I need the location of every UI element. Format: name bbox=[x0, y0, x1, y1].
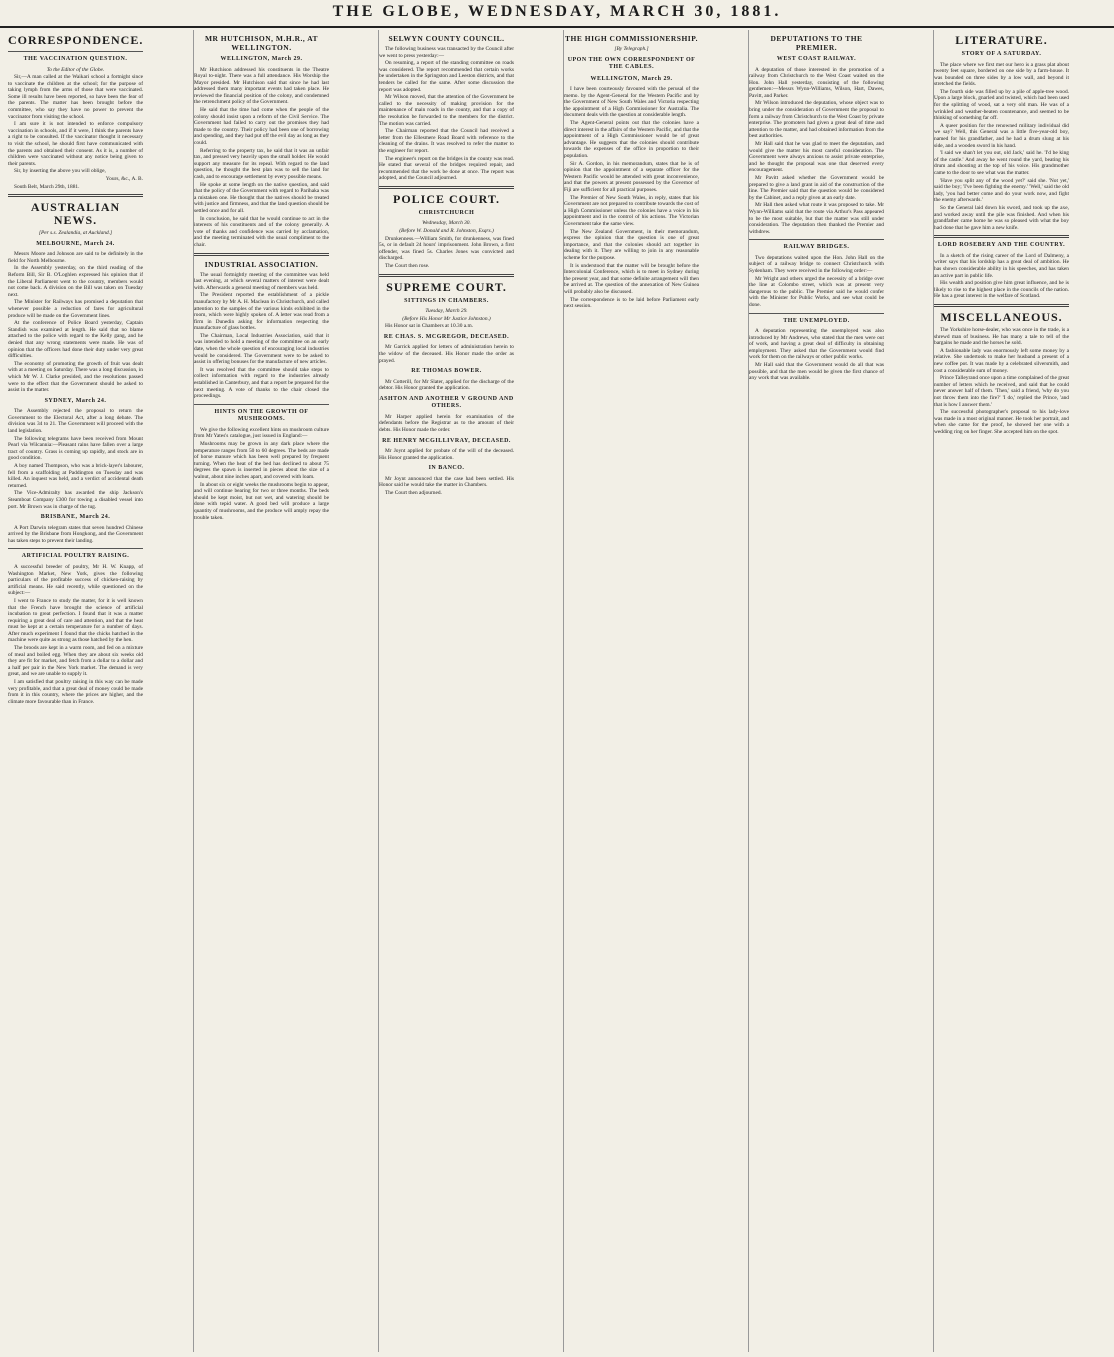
article-paragraph: His Honor sat in Chambers at 10.30 a.m. bbox=[385, 323, 474, 330]
article-paragraph: A deputation representing the unemployed was also introduced by Mr Andrews, who stated that the men were out of work, and having a great deal of difficulty in obtaining employment. They asked that the Government would find work for them on the railways or other public works. bbox=[749, 328, 884, 361]
column-divider-rule bbox=[934, 235, 1069, 238]
article-paragraph: Drunkenness.—William Smith, for drunkenness, was fined 5s, or in default 24 hours' imprisonment. John Brown, a first offender, was fined 5s. Charles Jones was convicted and discharged. bbox=[379, 235, 514, 262]
article-heading: THE HIGH COMMISSIONERSHIP. bbox=[565, 34, 698, 43]
article-heading: CHRISTCHURCH bbox=[418, 209, 475, 216]
article-paragraph: Messrs Moore and Johnson are said to be definitely in the field for North Melbourne. bbox=[8, 251, 143, 264]
column-divider-rule bbox=[749, 239, 884, 240]
article-heading: WEST COAST RAILWAY. bbox=[776, 56, 857, 62]
letter-signature: Yours, &c., A. B. bbox=[105, 176, 143, 182]
article-paragraph: Prince Talleyrand once upon a time complained of the great number of letters which he received, and said that he could never answer half of them. 'Then,' said a friend, 'why do you not throw them into the fire?' 'I do,' replied the Prince, 'and that is how I answer them.' bbox=[934, 375, 1069, 408]
article-heading: CORRESPONDENCE. bbox=[8, 33, 143, 47]
article-paragraph: The correspondence is to be laid before Parliament early next session. bbox=[564, 296, 699, 310]
article-heading: ARTIFICIAL POULTRY RAISING. bbox=[21, 553, 130, 560]
article-paragraph: 'Have you split any of the wood yet?' said she. 'Not yet,' said the boy; 'I've been fighting the enemy.' 'Well,' said the old lady, 'you had better come and do your work now, and fight the enemy afterwards.' bbox=[934, 177, 1069, 204]
article-heading: MR HUTCHISON, M.H.R., AT WELLINGTON. bbox=[204, 34, 319, 52]
article-paragraph: In a sketch of the rising career of the Lord of Dalmeny, a writer says that his lordship has a great deal of ambition. He has shown considerable ability in his speeches, and has taken an active part in public life. bbox=[934, 252, 1069, 279]
article-subheading: (Before His Honor Mr Justice Johnston.) bbox=[402, 315, 491, 322]
article-heading: INDUSTRIAL ASSOCIATION. bbox=[204, 259, 319, 269]
article-paragraph: Mushrooms may be grown in any dark place where the temperature ranges from 50 to 60 degrees. The beds are made of horse manure which has been well prepared by frequent turning. When the heat of the bed has declined to about 75 degrees the spawn is inserted in pieces about the size of a walnut, about nine inches apart, and covered with loam. bbox=[194, 441, 329, 480]
article-subheading: (Before W. Donald and R. Johnston, Esqrs.) bbox=[399, 227, 494, 234]
column-divider-rule bbox=[8, 194, 143, 197]
article-paragraph: Mr Hall then asked what route it was proposed to take. Mr Wynn-Williams said that the route via Arthur's Pass appeared to be the most suitable, but that the matter was still under consideration. The deputation then thanked the Premier and withdrew. bbox=[749, 202, 884, 235]
article-paragraph: I went to France to study the matter, for it is well known that the French have brought the science of artificial incubation to great perfection. I found that it was a matter requiring a great deal of care and attention, and that the heat must be kept at a certain temperature for a number of days. After much experiment I found that the chicks hatched in the machine were quite as strong as those hatched by the hen. bbox=[8, 597, 143, 644]
article-subheading: [Per s.s. Zealandia, at Auckland.] bbox=[38, 230, 113, 237]
article-paragraph: The successful photographer's proposal to his lady-love was made in a most original manner. He took her portrait, and when she came for the proof, he showed her one with a wedding ring on her finger. She accepted him on the spot. bbox=[934, 409, 1069, 435]
article-paragraph: A successful breeder of poultry, Mr H. W. Knapp, of Washington Market, New York, gives the following particulars of the profitable success of chicken-raising by artificial means. He said recently, while questioned on the subject:— bbox=[8, 563, 143, 597]
article-paragraph: The Vice-Admiralty has awarded the ship Jackson's Steamboat Company £300 for towing a disabled vessel into port. Mr Brown was in charge of the tug. bbox=[8, 490, 143, 510]
article-heading: THE UNEMPLOYED. bbox=[783, 317, 850, 324]
article-heading: STORY OF A SATURDAY. bbox=[961, 51, 1042, 57]
article-subheading: Tuesday, March 29. bbox=[425, 308, 468, 315]
article-paragraph: Mr Pavitt asked whether the Government would be prepared to give a land grant in aid of the construction of the line. The Premier said that the question would be considered by the Cabinet, and a reply given at an early date. bbox=[749, 175, 884, 201]
article-paragraph: The New Zealand Government, in their memorandum, express the opinion that the question is one of great importance, and that the colonies should act together in dealing with it. They are willing to join in any reasonable scheme for the purpose. bbox=[564, 228, 699, 261]
column-divider-rule bbox=[8, 51, 143, 52]
article-heading: UPON THE OWN CORRESPONDENT OF THE CABLES. bbox=[567, 56, 696, 71]
article-paragraph: Sir A. Gordon, in his memorandum, states that he is of opinion that the appointment of a separate officer for the Western Pacific would be attended with great inconvenience, and that the powers at present possessed by the Governor of Fiji are sufficient for all practical purposes. bbox=[564, 160, 699, 193]
article-heading: RE HENRY MCGILLIVRAY, DECEASED. bbox=[382, 437, 511, 444]
article-paragraph: It is understood that the matter will be brought before the Intercolonial Conference, which is to meet in Sydney during the present year, and that some definite arrangement will then be arrived at. The question of the annexation of New Guinea will probably also be discussed. bbox=[564, 262, 699, 295]
article-heading: MELBOURNE, March 24. bbox=[36, 240, 115, 247]
article-paragraph: The place where we first met our hero is a grass plat about twenty feet square, bordered on one side by a farm-house. It was bounded on three sides by a low wall, and beyond it stretched the fields. bbox=[934, 61, 1069, 88]
article-paragraph: On resuming, a report of the standing committee on roads was considered. The report recommended that certain works be undertaken in the Springston and Leeston districts, and that tenders be called for the same. After some discussion the report was adopted. bbox=[379, 60, 514, 93]
article-subheading: Wednesday, March 30. bbox=[422, 220, 471, 227]
article-paragraph: The fourth side was filled up by a pile of apple-tree wood. Upon a large block, gnarled and twisted, which had been used for the splitting of wood, sat a very old man. He was of a wrinkled and weather-beaten countenance, and seemed to be thinking of something far off. bbox=[934, 88, 1069, 122]
article-heading: DEPUTATIONS TO THE PREMIER. bbox=[770, 34, 863, 52]
article-columns bbox=[8, 30, 1108, 1352]
article-subheading: [By Telegraph.] bbox=[614, 46, 649, 52]
article-paragraph: 'I said we shan't let you out, old Jack,' said he. 'I'd be king of the castle.' And away he went round the yard, beating his drum and shouting at the top of his voice. His grandmother came to the door to see what was the matter. bbox=[934, 150, 1069, 176]
article-paragraph: The Yorkshire horse-dealer, who was once in the trade, is a shrewd man of business. He has many a tale to tell of the bargains he made and the horses he sold. bbox=[934, 327, 1069, 347]
article-paragraph: In the Assembly yesterday, on the third reading of the Reform Bill, Sir B. O'Loghlen expressed his opinion that if the Liberal Parliament went to the country, members would not come back. A division on the Bill was taken on Tuesday next. bbox=[8, 265, 143, 298]
article-paragraph: Mr Harper applied herein for examination of the defendants before the Registrar as to the amount of their debts. His Honor made the order. bbox=[379, 413, 514, 433]
article-heading: SUPREME COURT. bbox=[386, 279, 507, 294]
article-paragraph: The following telegrams have been received from Mount Pearl via Wilcannia:—Pleasant rains have fallen over a large tract of country. Grass is coming up rapidly, and stock are in good condition. bbox=[8, 435, 143, 462]
article-heading: LORD ROSEBERY AND THE COUNTRY. bbox=[937, 242, 1066, 249]
column-divider-rule bbox=[194, 404, 329, 405]
article-paragraph: I have been courteously favoured with the perusal of the memo. by the Agent-General for the Western Pacific and by the Government of New South Wales and Victoria respecting the appointment of a High Commissioner for Australia. The document deals with the question at considerable length. bbox=[564, 86, 699, 119]
article-paragraph: I am sure it is not intended to enforce compulsory vaccination in schools, and if it were, I think the parents have a right to be consulted. If the vaccinator thought it necessary to visit the school, he should first have communicated with the parents and obtained their consent. As it is, a number of children were vaccinated without any notice being given to their parents. bbox=[8, 121, 143, 167]
article-subheading: To the Editor of the Globe. bbox=[46, 66, 105, 73]
article-paragraph: We give the following excellent hints on mushroom culture from Mr Yates's catalogue, just issued in England:— bbox=[194, 426, 329, 440]
article-paragraph: The broods are kept in a warm room, and fed on a mixture of meal and boiled egg. When they are about six weeks old they are fit for market, and fetch from a dollar to a dollar and a half per pair in the New York market. The demand is very great, and we are unable to supply it. bbox=[8, 645, 143, 678]
article-paragraph: A fashionable lady was enormously left some money by a relative. She undertook to make her husband a present of a new coffee pot. It was made by a celebrated silversmith, and cost a considerable sum of money. bbox=[934, 347, 1069, 374]
article-paragraph: The Minister for Railways has promised a deputation that whenever possible a reduction of fares for agricultural produce will be made on the Government lines. bbox=[8, 299, 143, 319]
column-divider-rule bbox=[749, 313, 884, 314]
article-heading: SELWYN COUNTY COUNCIL. bbox=[388, 34, 505, 43]
article-heading: MISCELLANEOUS. bbox=[940, 310, 1063, 324]
article-paragraph: Mr Cotterill, for Mr Slater, applied for the discharge of the debtor. His Honor granted the application. bbox=[379, 378, 514, 392]
article-heading: SYDNEY, March 24. bbox=[44, 397, 107, 404]
column-5 bbox=[748, 30, 884, 1352]
newspaper-title: THE GLOBE, WEDNESDAY, MARCH 30, 1881. bbox=[332, 3, 782, 20]
article-paragraph: So the General laid down his sword, and took up the axe, and worked away until the pile was finished. And when his grandfather came home he was so pleased with what the boy had done that he gave him a new knife. bbox=[934, 204, 1069, 231]
article-paragraph: Sir,—A man called at the Waikari school a fortnight since to vaccinate the children at the school; for the purpose of taking lymph from the arms of those that were vaccinated. Some ill results have been reported, so have been the fear of the parents. The matter has been brought before the committee, who say they have no power to prevent the vaccinator from visiting the school. bbox=[8, 74, 143, 120]
article-heading: RAILWAY BRIDGES. bbox=[783, 244, 850, 251]
column-6 bbox=[933, 30, 1069, 1352]
article-paragraph: He spoke at some length on the native question, and said that the policy of the Government with regard to Parihaka was a mistaken one. He thought that the natives should be treated with justice and firmness, and that the land question should be settled once and for all. bbox=[194, 181, 329, 214]
column-2 bbox=[193, 30, 329, 1352]
article-paragraph: The following business was transacted by the Council after we went to press yesterday:— bbox=[379, 46, 514, 59]
article-heading: RE CHAS. S. MCGREGOR, DECEASED. bbox=[383, 333, 510, 340]
column-3 bbox=[378, 30, 514, 1352]
article-paragraph: The economy of promoting the growth of fruit was dealt with at a meeting on Saturday. There was a long discussion, in which Mr W. J. Clarke presided, and the resolutions passed were to the effect that the Government should be asked to assist in the matter. bbox=[8, 360, 143, 394]
article-heading: SITTINGS IN CHAMBERS. bbox=[404, 297, 489, 304]
article-paragraph: In about six or eight weeks the mushrooms begin to appear, and will continue bearing for two or three months. The beds should be kept moist, but not wet, and watering should be done with tepid water. A good bed will produce a large quantity of mushrooms, and the produce will amply repay the trouble taken. bbox=[194, 481, 329, 521]
article-heading: BRISBANE, March 24. bbox=[40, 514, 111, 521]
article-paragraph: Mr Joynt applied for probate of the will of the deceased. His Honor granted the application. bbox=[379, 448, 514, 461]
article-paragraph: Mr Hall said that he was glad to meet the deputation, and would give the matter his most careful consideration. The Government were always anxious to assist private enterprise, and he thought the proposal was one that deserved every encouragement. bbox=[749, 141, 884, 174]
article-heading: IN BANCO. bbox=[428, 465, 465, 472]
column-divider-rule bbox=[934, 304, 1069, 307]
article-paragraph: The Assembly rejected the proposal to return the Government to the Electoral Act, after a long debate. The division was 34 to 21. The Government will proceed with the land legislation. bbox=[8, 408, 143, 435]
article-paragraph: The President reported the establishment of a pickle manufactory by Mr A. H. Maclean in Christchurch, and called attention to the samples of the various kinds exhibited in the room, which were highly spoken of. A letter was read from a firm in Dunedin asking for information respecting the manufacture of glass bottles. bbox=[194, 292, 329, 332]
article-heading: POLICE COURT. bbox=[392, 191, 501, 206]
article-paragraph: The Court then rose. bbox=[385, 262, 430, 269]
column-4 bbox=[563, 30, 699, 1352]
article-paragraph: Sir, by inserting the above you will oblige, bbox=[14, 168, 106, 175]
article-paragraph: A queer position for the renowned military individual did we say? Well, this General was a little five-year-old boy, named for his grandfather, and he had a drum slung at his side, and a wooden sword in his hand. bbox=[934, 122, 1069, 149]
article-heading: HINTS ON THE GROWTH OF MUSHROOMS. bbox=[214, 408, 309, 423]
article-paragraph: The Premier of New South Wales, in reply, states that his Government are not prepared to contribute towards the cost of a High Commissioner unless the colonies have a voice in his appointment and in the control of his actions. The Victorian Government take the same view. bbox=[564, 194, 699, 227]
article-heading: AUSTRALIAN NEWS. bbox=[30, 200, 121, 228]
article-paragraph: Mr Hall said that the Government would do all that was possible, and that the men would be given the first chance of any work that was available. bbox=[749, 362, 884, 382]
column-1 bbox=[8, 30, 143, 1352]
article-paragraph: Mr Joynt announced that the case had been settled. His Honor said he would take the matter in Chambers. bbox=[379, 475, 514, 489]
article-paragraph: Referring to the property tax, he said that it was an unfair tax, and pressed very heavily upon the small holder. He would support any measure for its repeal. With regard to the land question, he thought the best plan was to sell the land for cash, and to encourage settlement by every possible means. bbox=[194, 147, 329, 180]
column-divider-rule bbox=[194, 253, 329, 256]
column-divider-rule bbox=[8, 548, 143, 549]
article-paragraph: The Chairman reported that the Council had received a letter from the Ellesmere Road Board with reference to the cleaning of the drains. It was resolved to refer the matter to the engineer for report. bbox=[379, 128, 514, 154]
article-paragraph: At the conference of Police Board yesterday, Captain Standish was examined at length. He said that no blame attached to the police with regard to the Kelly gang, and he denied that any wrong statements were made. He was of opinion that the officers had done their duty under very great difficulties. bbox=[8, 320, 143, 360]
article-paragraph: The Agent-General points out that the colonies have a direct interest in the affairs of the Western Pacific, and that the appointment of a High Commissioner would be of great advantage. He suggests that the colonies should contribute towards the expenses of the office in proportion to their population. bbox=[564, 120, 699, 160]
article-heading: RE THOMAS BOWER. bbox=[411, 368, 482, 375]
article-paragraph: A deputation of those interested in the promotion of a railway from Christchurch to the West Coast waited on the Hon. John Hall yesterday, consisting of the following gentlemen:—Messrs Wynn-Williams, Wilson, Hart, Dawes, Pavitt, and Parker. bbox=[749, 66, 884, 99]
column-divider-rule bbox=[379, 186, 514, 189]
article-paragraph: The usual fortnightly meeting of the committee was held last evening, at which several matters of interest were dealt with. Afterwards a general meeting of members was held. bbox=[194, 271, 329, 291]
article-paragraph: The Court then adjourned. bbox=[385, 489, 442, 496]
article-paragraph: The engineer's report on the bridges in the county was read. He stated that several of the bridges required repair, and recommended that the work be done at once. The report was adopted, and the Council adjourned. bbox=[379, 155, 514, 182]
article-paragraph: It was resolved that the committee should take steps to collect information with regard to the industries already established in Canterbury, and that a report be prepared for the next meeting. A vote of thanks to the chair closed the proceedings. bbox=[194, 366, 329, 400]
article-paragraph: The Chairman, Local Industries Association, said that it was intended to hold a meeting of the committee on an early date, when the whole question of encouraging local industries would be considered. The Government were to be asked to assist in offering bonuses for the manufacture of new articles. bbox=[194, 332, 329, 366]
article-paragraph: Mr Hutchison addressed his constituents in the Theatre Royal to-night. There was a full attendance. His Worship the Mayor presided. Mr Hutchison said that since he had last addressed them many important events had taken place. He reviewed the financial position of the colony, and condemned the retrenchment policy of the Government. bbox=[194, 66, 329, 106]
article-paragraph: His wealth and position give him great influence, and he is likely to rise to the highest place in the councils of the nation. He has a great interest in the welfare of Scotland. bbox=[934, 280, 1069, 300]
article-paragraph: A Port Darwin telegram states that seven hundred Chinese arrived by the Brisbane from Hongkong, and the Government has taken steps to prevent their landing. bbox=[8, 524, 143, 544]
column-divider-rule bbox=[379, 274, 514, 277]
article-heading: ASHTON AND ANOTHER V GROUND AND OTHERS. bbox=[379, 395, 514, 410]
article-paragraph: I am satisfied that poultry raising in this way can be made very profitable, and that a great deal of money could be made from it in this country, where the prices are higher, and the climate more favourable than in France. bbox=[8, 679, 143, 705]
article-heading: THE VACCINATION QUESTION. bbox=[23, 56, 128, 62]
article-paragraph: He said that the time had come when the people of the colony should insist upon a reform of the Civil Service. The Government had failed to carry out the promises they had made to the country. Their policy had been one of borrowing and spending, and they had put off the evil day as long as they could. bbox=[194, 107, 329, 147]
article-paragraph: A boy named Thompson, who was a brick-layer's labourer, fell from a scaffolding at Paddington on Tuesday and was killed. An inquest was held, and a verdict of accidental death returned. bbox=[8, 463, 143, 489]
article-heading: WELLINGTON, March 29. bbox=[220, 56, 303, 62]
article-paragraph: Mr Wright and others urged the necessity of a bridge over the line at Colombo street, which was at present very dangerous to the public. The Premier said he would confer with the Minister for Public Works, and see what could be done. bbox=[749, 275, 884, 308]
article-paragraph: Mr Wilson introduced the deputation, whose object was to bring under the consideration of Government the proposal to form a railway from Christchurch to the West Coast by private enterprise. The promoters had given a great deal of time and attention to the matter, and had obtained information from the best authorities. bbox=[749, 100, 884, 140]
article-paragraph: South Belt, March 29th, 1881. bbox=[14, 183, 80, 190]
article-paragraph: Mr Garrick applied for letters of administration herein to the widow of the deceased. His Honor made the order as prayed. bbox=[379, 344, 514, 364]
article-paragraph: Mr Wilson moved, that the attention of the Government be called to the necessity of making provision for the maintenance of main roads in the county, and that a copy of the resolution be forwarded to the members for the district. The motion was carried. bbox=[379, 94, 514, 127]
masthead bbox=[0, 0, 1114, 28]
article-paragraph: Two deputations waited upon the Hon. John Hall on the subject of a railway bridge to connect Christchurch with Sydenham. They were received in the following order:— bbox=[749, 254, 884, 275]
article-heading: WELLINGTON, March 29. bbox=[590, 75, 673, 82]
article-heading: LITERATURE. bbox=[955, 33, 1048, 47]
article-paragraph: In conclusion, he said that he would continue to act in the interests of his constituents and of the colony generally. A vote of thanks and confidence was carried by acclamation, and the meeting terminated with the usual compliment to the chair. bbox=[194, 215, 329, 248]
